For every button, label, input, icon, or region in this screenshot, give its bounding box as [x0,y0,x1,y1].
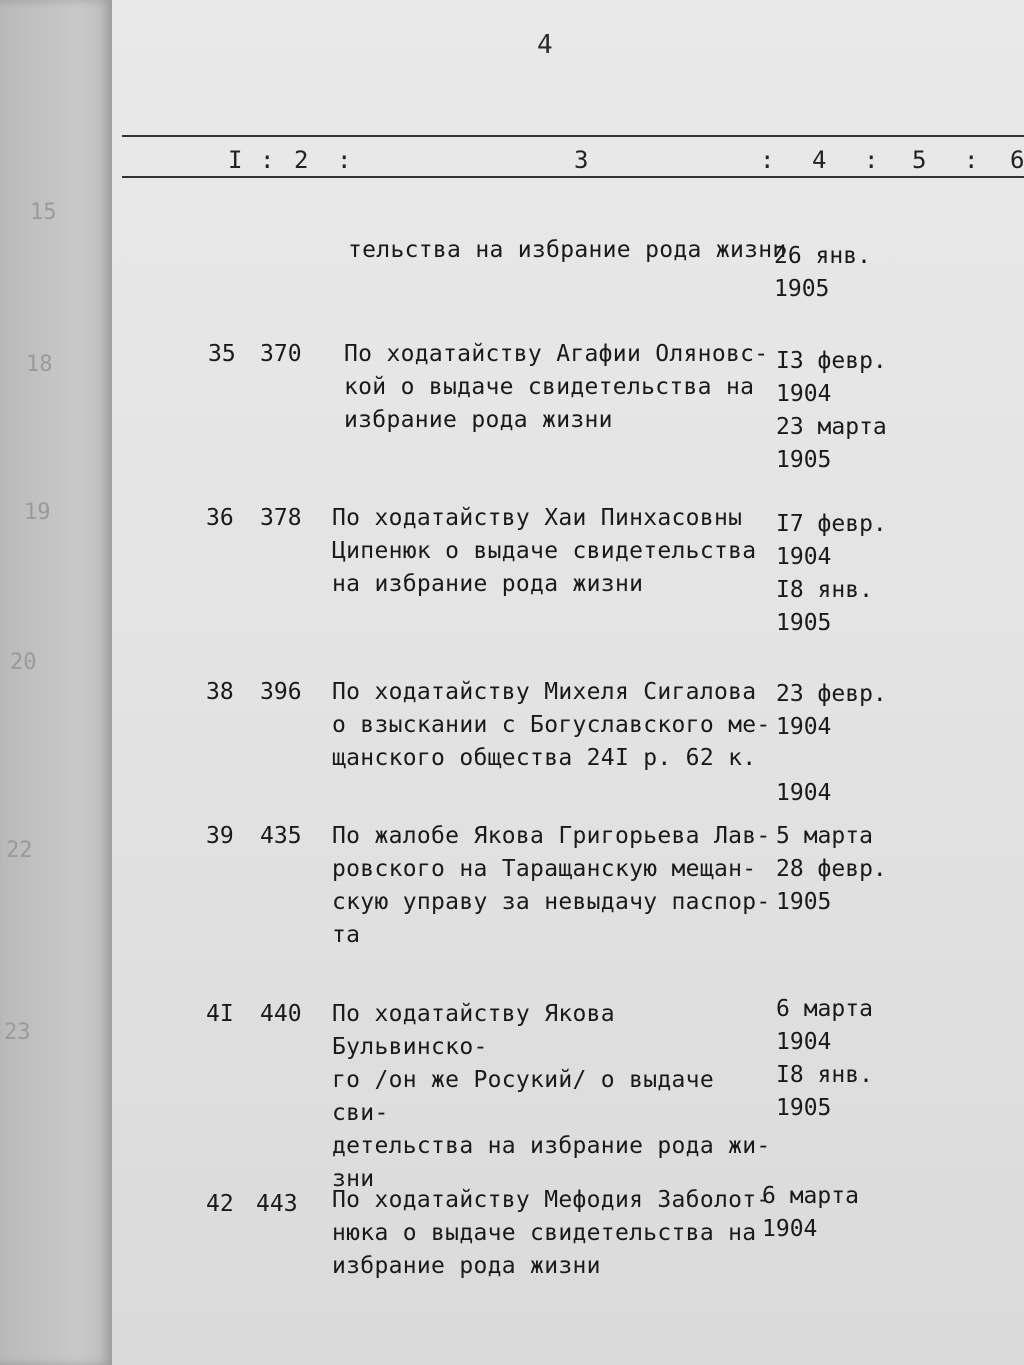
header-rule-top [122,135,1024,137]
entry-number: 36 [206,505,234,531]
margin-number: 15 [30,200,57,225]
header-col-3: 3 [574,146,589,174]
margin-number: 23 [4,1020,31,1045]
entry-description: По ходатайству Михеля Сигалова о взыскании с Богуславского ме- щанского общества 24I р. 62 к. [332,679,771,771]
header-separator: : [260,146,275,174]
margin-number: 22 [6,838,33,863]
entry-file-number: 435 [260,823,302,849]
continuation-dates: 26 янв. 1905 [774,243,871,302]
header-rule-bottom [122,176,1024,178]
header-separator: : [760,146,775,174]
entry-dates: 6 марта 1904 I8 янв. 1905 [776,996,873,1121]
entry-number: 38 [206,679,234,705]
entry-dates: I7 февр. 1904 I8 янв. 1905 [776,511,887,636]
entry-description: По жалобе Якова Григорьева Лав- ровского на Таращанскую мещан- скую управу за невыдачу паспор- та [332,823,771,948]
margin-number: 20 [10,650,37,675]
entry-file-number: 440 [260,1001,302,1027]
header-separator: : [964,146,979,174]
header-col-5: 5 [912,146,927,174]
entry-description: По ходатайству Якова Бульвинско- го /он же Росукий/ о выдаче сви- детельства на избрание рода жи- зни [332,1001,771,1192]
entry-number: 42 [206,1191,234,1217]
entry-dates: 23 февр. 1904 1904 [776,681,887,806]
entry-description: По ходатайству Хаи Пинхасовны Ципенюк о выдаче свидетельства на избрание рода жизни [332,505,757,597]
document-page [112,0,1024,1365]
header-col-4: 4 [812,146,827,174]
entry-dates: 5 марта 28 февр. 1905 [776,823,887,915]
margin-number: 19 [24,500,51,525]
adjacent-page-edge [0,0,112,1365]
entry-description: По ходатайству Агафии Оляновс- кой о выдаче свидетельства на избрание рода жизни [344,341,769,433]
header-separator: : [337,146,352,174]
entry-file-number: 443 [256,1191,298,1217]
entry-number: 39 [206,823,234,849]
entry-description: По ходатайству Мефодия Заболот- нюка о выдаче свидетельства на избрание рода жизни [332,1187,771,1279]
entry-file-number: 378 [260,505,302,531]
continuation-text: тельства на избрание рода жизни [348,237,787,263]
header-col-1: I [228,146,243,174]
entry-file-number: 370 [260,341,302,367]
header-col-2: 2 [294,146,309,174]
entry-number: 4I [206,1001,234,1027]
entry-dates: 6 марта 1904 [762,1183,859,1242]
header-separator: : [864,146,879,174]
margin-number: 18 [26,352,53,377]
entry-file-number: 396 [260,679,302,705]
page-number: 4 [537,30,553,60]
header-col-6: 6 [1010,146,1024,174]
entry-number: 35 [208,341,236,367]
entry-dates: I3 февр. 1904 23 марта 1905 [776,348,887,473]
